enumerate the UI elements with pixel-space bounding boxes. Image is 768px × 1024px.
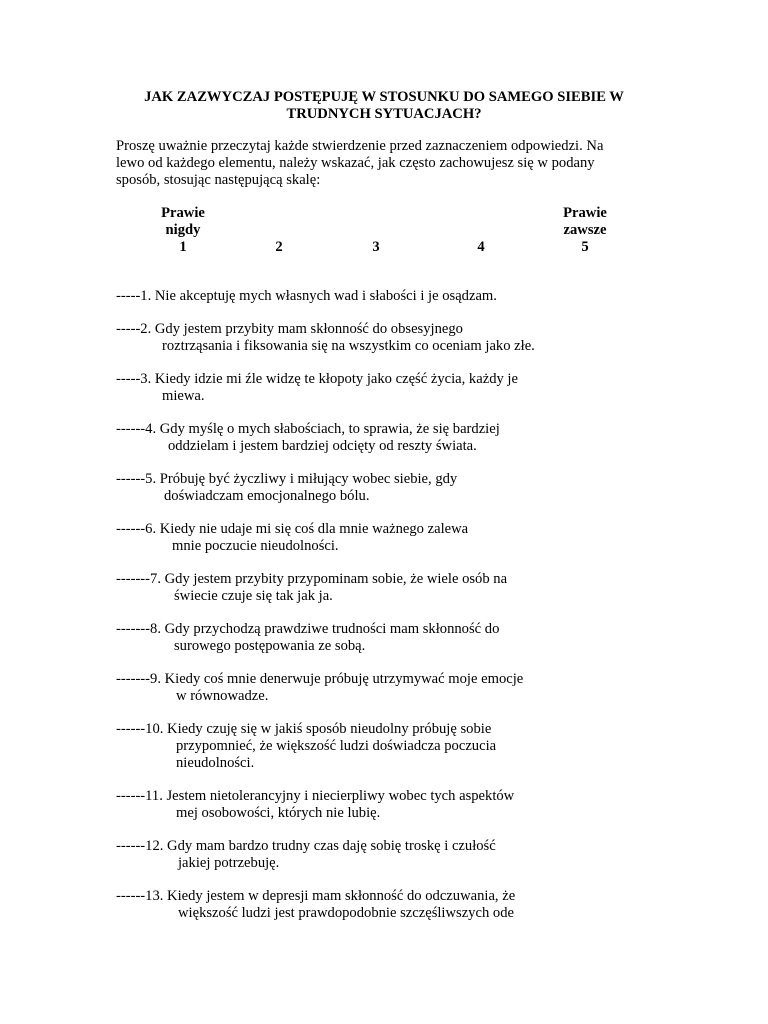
questionnaire-item [116, 471, 676, 505]
instructions-line: Proszę uważnie przeczytaj każde stwierdzenie przed zaznaczeniem odpowiedzi. Na [116, 138, 604, 154]
item-statement: ------4. Gdy myślę o mych słabościach, to sprawia, że się bardziej [116, 421, 500, 437]
questionnaire-item [116, 288, 676, 305]
item-statement: -------8. Gdy przychodzą prawdziwe trudności mam skłonność do [116, 621, 500, 637]
item-statement-continuation: surowego postępowania ze sobą. [174, 638, 366, 654]
questionnaire-item [116, 671, 676, 705]
scale-label-text: Prawie [563, 205, 607, 221]
questionnaire-item [116, 521, 676, 555]
item-statement-continuation: jakiej potrzebuję. [178, 855, 280, 871]
item-statement-continuation: nieudolności. [176, 755, 255, 771]
item-statement: ------5. Próbuję być życzliwy i miłujący wobec siebie, gdy [116, 471, 458, 487]
rating-scale [0, 205, 768, 265]
instructions-line: sposób, stosując następującą skalę: [116, 172, 321, 188]
questionnaire-item [116, 621, 676, 655]
scale-number-3: 3 [372, 239, 380, 255]
questionnaire-item [116, 421, 676, 455]
item-statement-continuation: mej osobowości, których nie lubię. [176, 805, 381, 821]
item-statement: -----2. Gdy jestem przybity mam skłonność do obsesyjnego [116, 321, 463, 337]
item-statement: -------9. Kiedy coś mnie denerwuje próbuję utrzymywać moje emocje [116, 671, 524, 687]
page-title [118, 89, 650, 123]
scale-label-left [152, 205, 214, 256]
scale-number-1: 1 [179, 239, 187, 255]
item-statement: ------6. Kiedy nie udaje mi się coś dla mnie ważnego zalewa [116, 521, 469, 537]
questionnaire-item [116, 371, 676, 405]
item-statement-continuation: świecie czuje się tak jak ja. [174, 588, 333, 604]
item-statement: -----1. Nie akceptuję mych własnych wad i słabości i je osądzam. [116, 288, 497, 304]
item-statement-continuation: mnie poczucie nieudolności. [172, 538, 339, 554]
title-line: TRUDNYCH SYTUACJACH? [286, 106, 482, 122]
item-statement: ------12. Gdy mam bardzo trudny czas daję sobię troskę i czułość [116, 838, 496, 854]
instructions [116, 138, 656, 189]
questionnaire-item [116, 721, 676, 772]
scale-label-right [552, 205, 618, 256]
item-statement: ------10. Kiedy czuję się w jakiś sposób nieudolny próbuję sobie [116, 721, 492, 737]
instructions-line: lewo od każdego elementu, należy wskazać, jak często zachowujesz się w podany [116, 155, 595, 171]
questionnaire-items [116, 288, 676, 938]
item-statement: ------13. Kiedy jestem w depresji mam skłonność do odczuwania, że [116, 888, 516, 904]
questionnaire-item [116, 321, 676, 355]
title-line: JAK ZAZWYCZAJ POSTĘPUJĘ W STOSUNKU DO SAMEGO SIEBIE W [144, 89, 624, 105]
questionnaire-item [116, 888, 676, 922]
item-statement: -----3. Kiedy idzie mi źle widzę te kłopoty jako część życia, każdy je [116, 371, 518, 387]
questionnaire-item [116, 571, 676, 605]
scale-number-4: 4 [477, 239, 485, 255]
scale-number-5: 5 [581, 239, 589, 255]
item-statement-continuation: roztrząsania i fiksowania się na wszystkim co oceniam jako złe. [162, 338, 535, 354]
scale-number-2: 2 [275, 239, 283, 255]
item-statement-continuation: większość ludzi jest prawdopodobnie szczęśliwszych ode [178, 905, 514, 921]
item-statement: ------11. Jestem nietolerancyjny i niecierpliwy wobec tych aspektów [116, 788, 515, 804]
scale-label-text: Prawie [161, 205, 205, 221]
questionnaire-item [116, 838, 676, 872]
item-statement-continuation: doświadczam emocjonalnego bólu. [164, 488, 370, 504]
questionnaire-item [116, 788, 676, 822]
scale-label-text: zawsze [563, 222, 607, 238]
item-statement-continuation: przypomnieć, że większość ludzi doświadcza poczucia [176, 738, 497, 754]
item-statement-continuation: oddzielam i jestem bardziej odcięty od reszty świata. [168, 438, 477, 454]
scale-label-text: nigdy [165, 222, 201, 238]
item-statement-continuation: miewa. [162, 388, 205, 404]
item-statement-continuation: w równowadze. [176, 688, 269, 704]
item-statement: -------7. Gdy jestem przybity przypominam sobie, że wiele osób na [116, 571, 508, 587]
